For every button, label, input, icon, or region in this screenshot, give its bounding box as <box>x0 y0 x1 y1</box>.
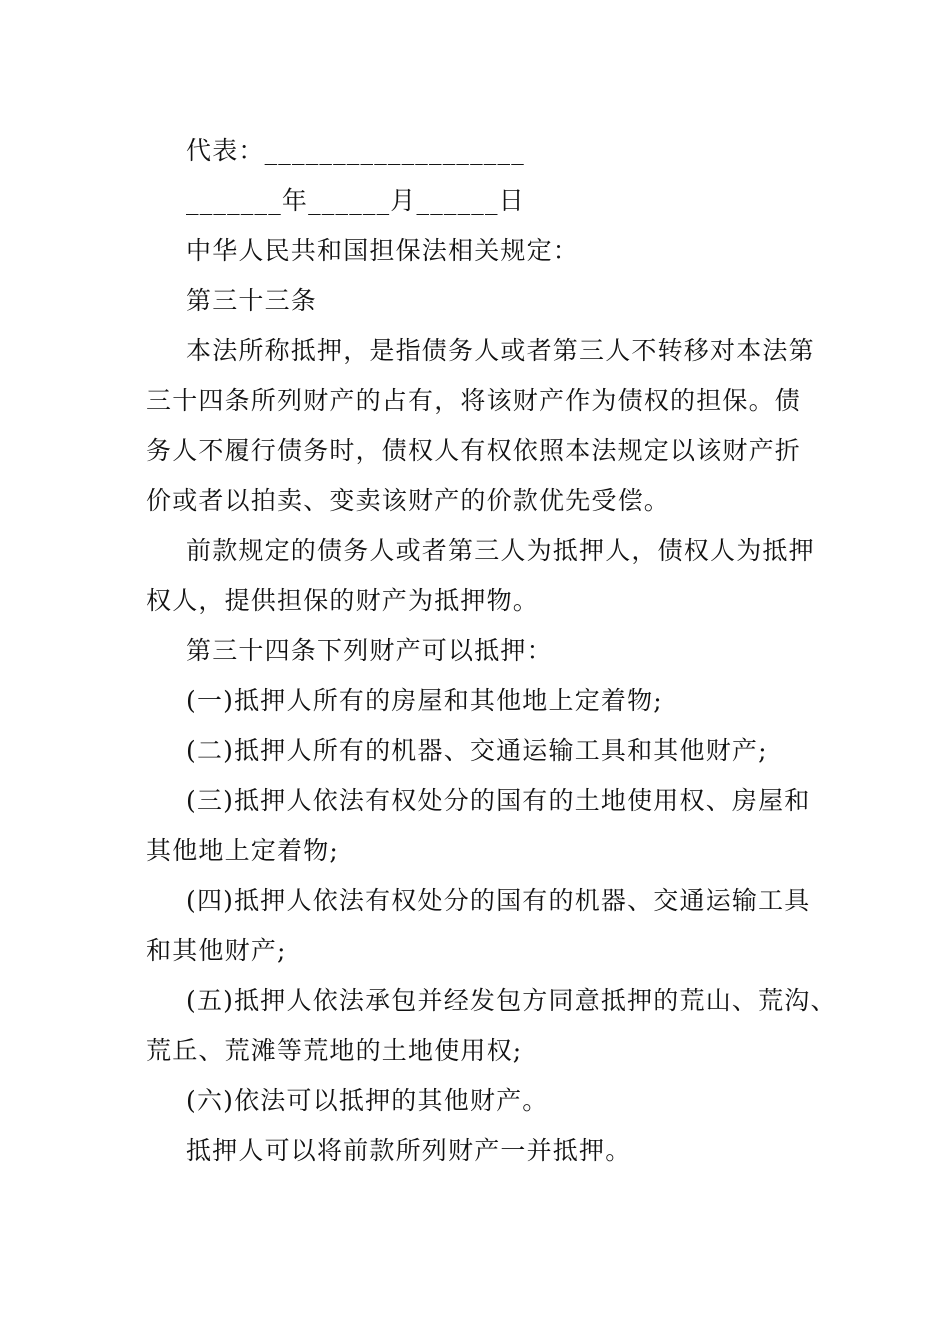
article-33-paragraph-1-line-2: 三十四条所列财产的占有，将该财产作为债权的担保。债 <box>146 386 802 415</box>
article-33-paragraph-2-line-2: 权人，提供担保的财产为抵押物。 <box>146 586 540 615</box>
article-34-item-4-line-2: 和其他财产; <box>146 936 287 965</box>
article-33-title: 第三十三条 <box>186 286 318 315</box>
article-33-paragraph-1-line-4: 价或者以拍卖、变卖该财产的价款优先受偿。 <box>146 486 671 515</box>
representative-signature-line: 代表：___________________ <box>186 136 525 165</box>
article-34-item-3-line-2: 其他地上定着物; <box>146 836 340 865</box>
article-34-item-5-line-2: 荒丘、荒滩等荒地的土地使用权; <box>146 1036 523 1065</box>
date-line: _______年______月______日 <box>186 186 525 215</box>
article-34-item-3-line-1: (三)抵押人依法有权处分的国有的土地使用权、房屋和 <box>186 786 811 815</box>
article-34-item-2: (二)抵押人所有的机器、交通运输工具和其他财产; <box>186 736 768 765</box>
article-34-closing-sentence: 抵押人可以将前款所列财产一并抵押。 <box>186 1136 632 1165</box>
article-34-item-4-line-1: (四)抵押人依法有权处分的国有的机器、交通运输工具 <box>186 886 811 915</box>
article-34-item-1: (一)抵押人所有的房屋和其他地上定着物; <box>186 686 663 715</box>
article-34-item-5-line-1: (五)抵押人依法承包并经发包方同意抵押的荒山、荒沟、 <box>186 986 837 1015</box>
article-33-paragraph-1-line-1: 本法所称抵押，是指债务人或者第三人不转移对本法第 <box>186 336 815 365</box>
article-33-paragraph-1-line-3: 务人不履行债务时，债权人有权依照本法规定以该财产折 <box>146 436 802 465</box>
law-reference-heading: 中华人民共和国担保法相关规定： <box>186 236 580 265</box>
article-34-item-6: (六)依法可以抵押的其他财产。 <box>186 1086 549 1115</box>
article-34-title: 第三十四条下列财产可以抵押： <box>186 636 553 665</box>
article-33-paragraph-2-line-1: 前款规定的债务人或者第三人为抵押人，债权人为抵押 <box>186 536 815 565</box>
